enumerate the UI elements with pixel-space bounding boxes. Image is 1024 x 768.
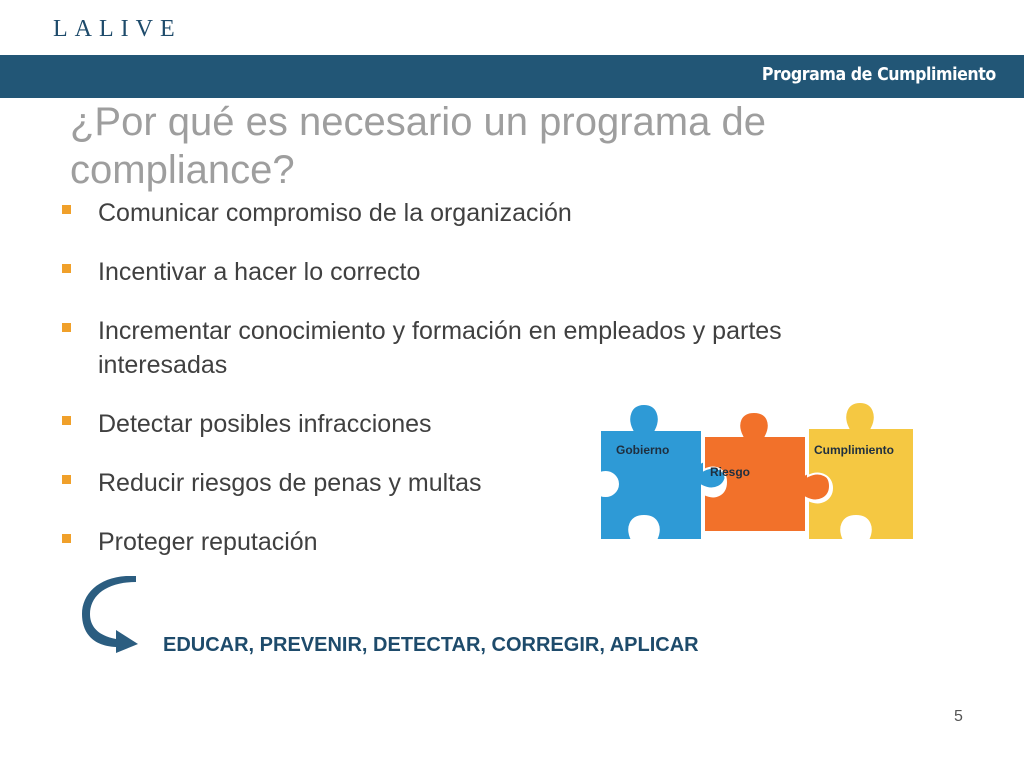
square-bullet-icon xyxy=(62,323,71,332)
square-bullet-icon xyxy=(62,264,71,273)
puzzle-label: Riesgo xyxy=(710,465,751,479)
bullet-item xyxy=(62,196,902,230)
puzzle-label: Cumplimiento xyxy=(814,443,894,457)
square-bullet-icon xyxy=(62,416,71,425)
bullet-text: Incrementar conocimiento y formación en empleados y partes interesadas xyxy=(98,317,782,379)
bullet-text: Proteger reputación xyxy=(98,528,318,556)
puzzle-label: Gobierno xyxy=(616,443,670,457)
puzzle-piece-cumplimiento xyxy=(808,402,914,540)
bullet-text: Detectar posibles infracciones xyxy=(98,410,432,438)
slide-title: ¿Por qué es necesario un programa de compliance? xyxy=(70,100,766,192)
puzzle-piece-shape xyxy=(808,402,914,540)
puzzle-graphic xyxy=(592,400,922,550)
square-bullet-icon xyxy=(62,475,71,484)
bullet-text: Incentivar a hacer lo correcto xyxy=(98,258,421,286)
page-number: 5 xyxy=(954,708,963,725)
bullet-item xyxy=(62,314,902,382)
header-band xyxy=(0,55,1024,98)
square-bullet-icon xyxy=(62,205,71,214)
company-logo: LALIVE xyxy=(53,16,182,42)
section-label: Programa de Cumplimiento xyxy=(762,64,996,85)
curved-arrow-icon xyxy=(80,576,150,654)
footer-slogan: EDUCAR, PREVENIR, DETECTAR, CORREGIR, APLICAR xyxy=(163,634,699,656)
square-bullet-icon xyxy=(62,534,71,543)
bullet-text: Reducir riesgos de penas y multas xyxy=(98,469,482,497)
bullet-text: Comunicar compromiso de la organización xyxy=(98,199,572,227)
bullet-item xyxy=(62,255,902,289)
